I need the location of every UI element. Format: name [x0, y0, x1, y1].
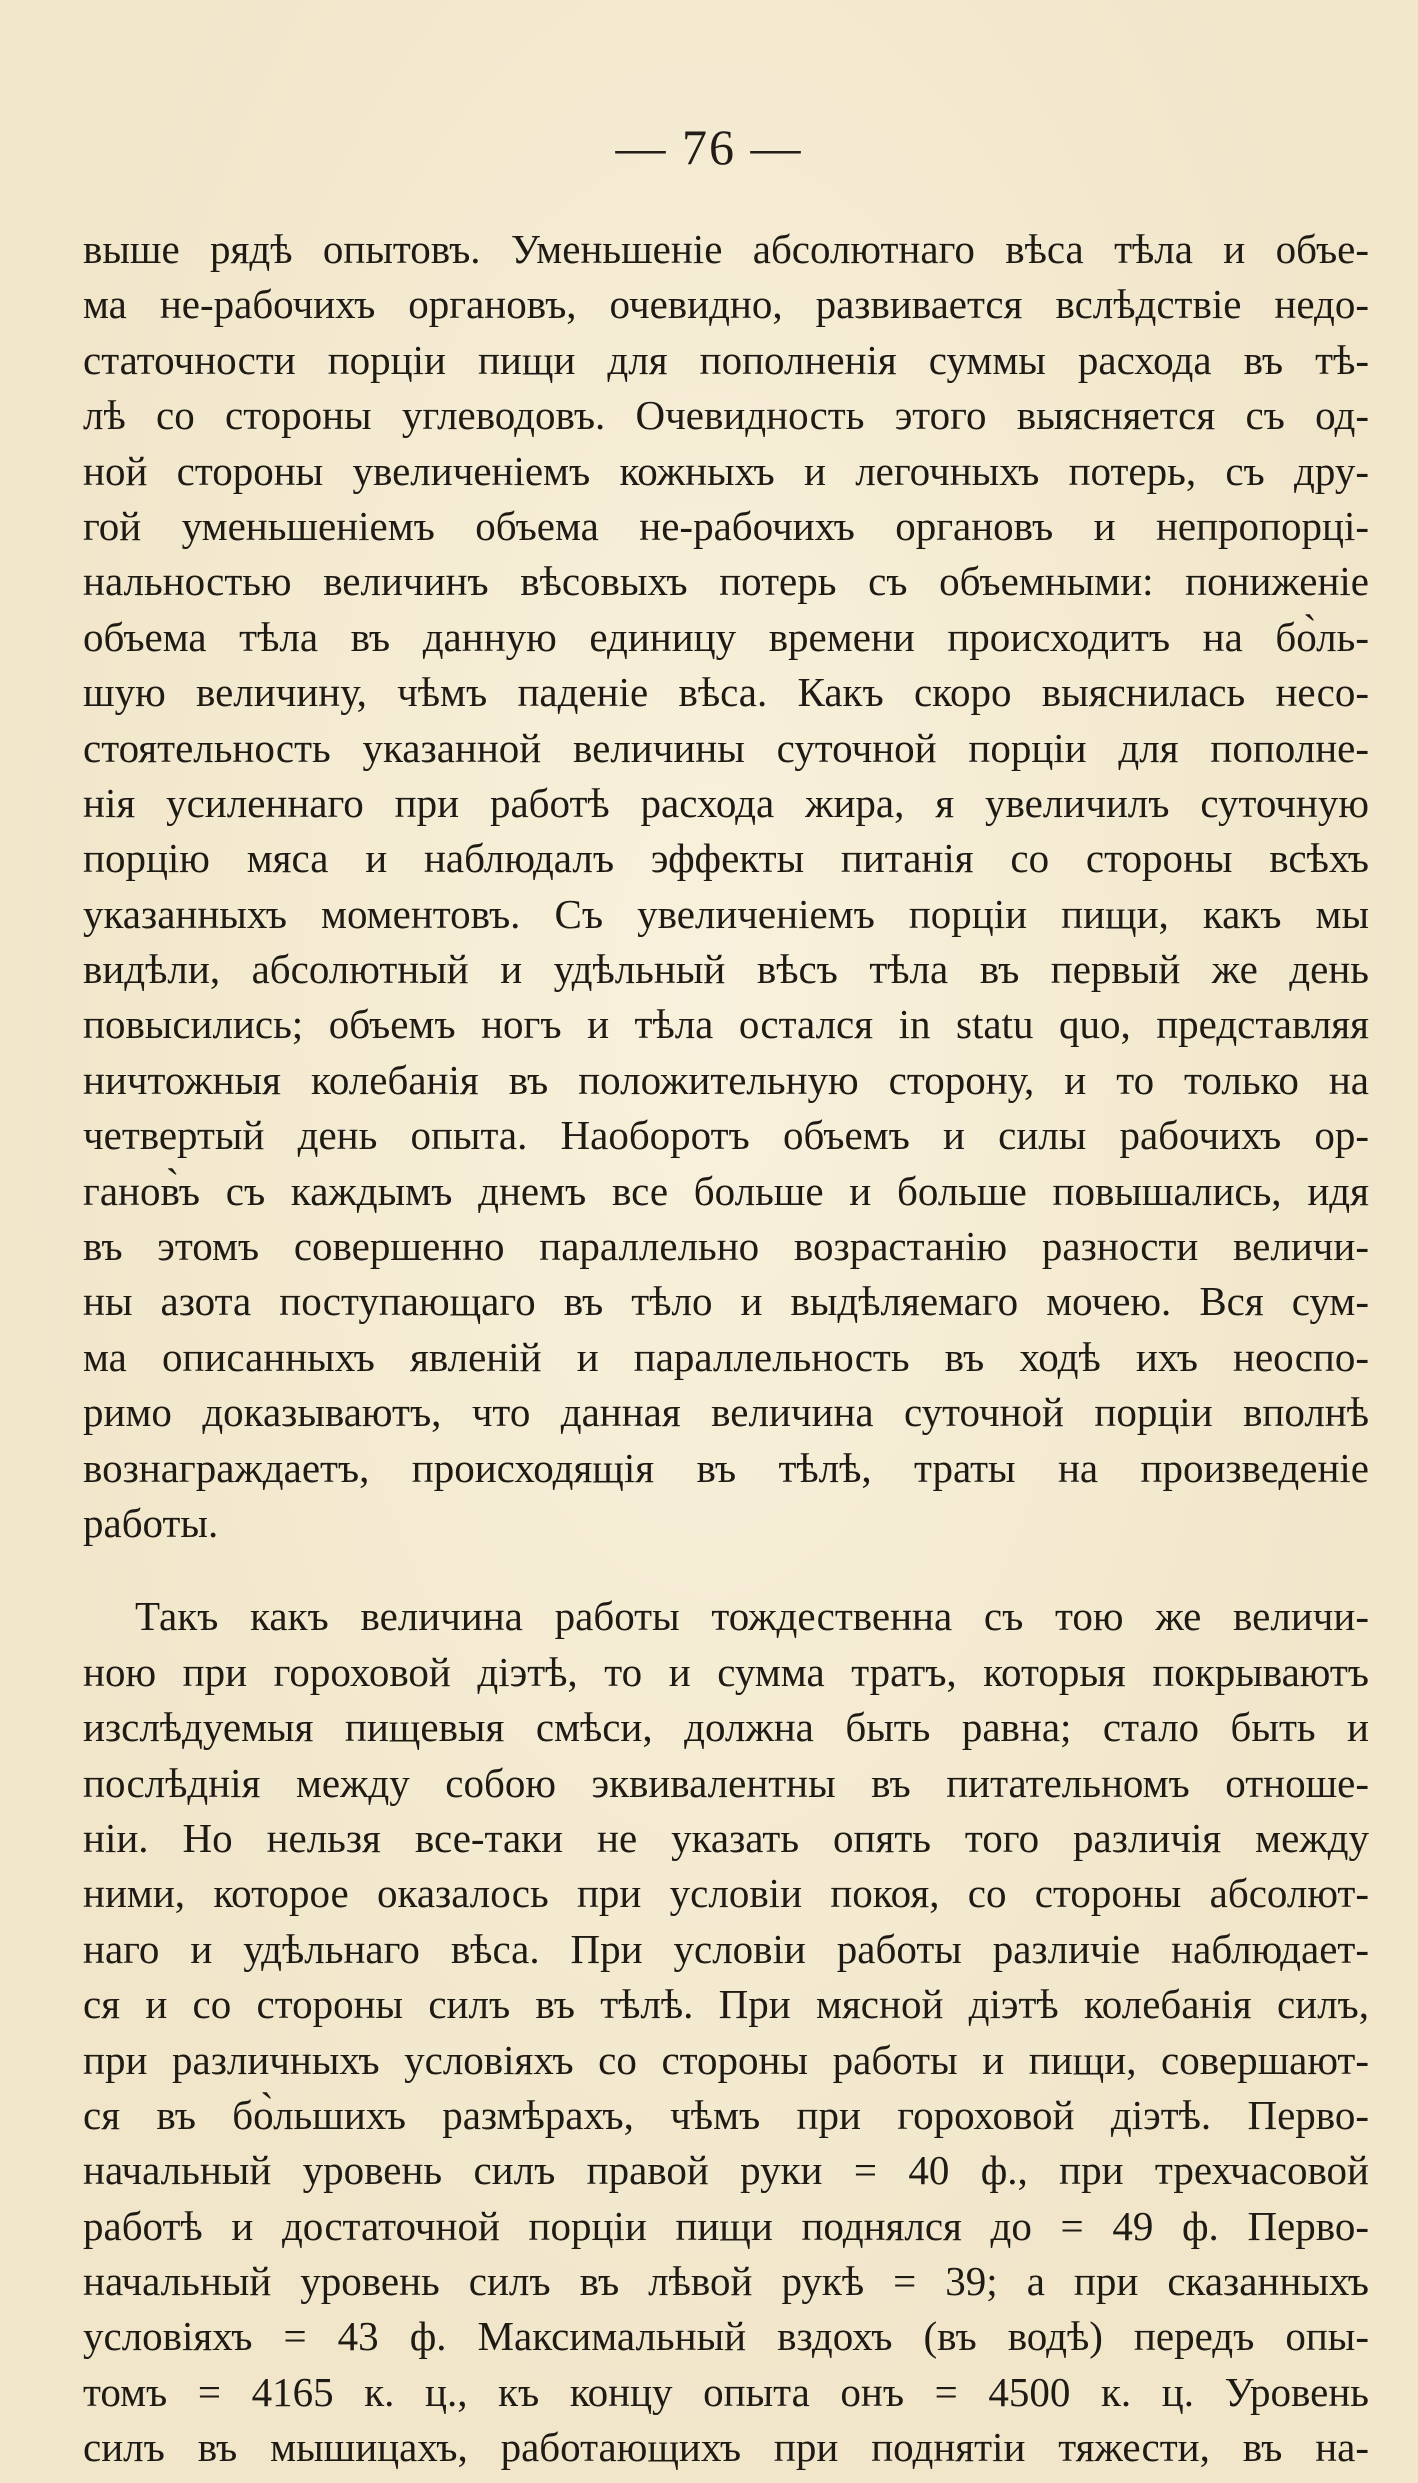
text-line: выше рядѣ опытовъ. Уменьшеніе абсолютнаго вѣса тѣла и объе- [83, 226, 1369, 272]
text-line: изслѣдуемыя пищевыя смѣси, должна быть равна; стало быть и [83, 1704, 1369, 1751]
text-line: порцію мяса и наблюдалъ эффекты питанія со стороны всѣхъ [83, 835, 1369, 882]
text-line: ны азота поступающаго въ тѣло и выдѣляемаго мочею. Вся сум- [83, 1278, 1369, 1325]
paragraph-1 [83, 222, 1369, 1551]
text-line: наго и удѣльнаго вѣса. При условіи работы различіе наблюдает- [83, 1925, 1369, 1972]
page-number: — 76 — [615, 119, 803, 175]
text-line: послѣднія между собою эквивалентны въ питательномъ отноше- [83, 1759, 1369, 1806]
text-line: статочности порціи пищи для пополненія суммы расхода въ тѣ- [83, 336, 1369, 383]
text-line: вознаграждаетъ, происходящія въ тѣлѣ, траты на произведеніе [83, 1444, 1369, 1491]
text-line: въ этомъ совершенно параллельно возрастанію разности величи- [83, 1223, 1369, 1270]
body-text [83, 222, 1369, 2476]
text-line: ма не-рабочихъ органовъ, очевидно, развивается вслѣдствіе недо- [83, 281, 1369, 328]
text-line: ся и со стороны силъ въ тѣлѣ. При мясной діэтѣ колебанія силъ, [83, 1981, 1369, 2028]
text-line: силъ въ мышицахъ, работающихъ при поднятіи тяжести, въ на- [83, 2424, 1369, 2471]
text-line: начальный уровень силъ правой руки = 40 ф., при трехчасовой [83, 2147, 1369, 2194]
text-line: ничтожныя колебанія въ положительную сторону, и то только на [83, 1056, 1369, 1103]
text-line: ною при гороховой діэтѣ, то и сумма тратъ, которыя покрываютъ [83, 1648, 1369, 1695]
text-line: ма описанныхъ явленій и параллельность въ ходѣ ихъ неоспо- [83, 1333, 1369, 1380]
text-line: нальностью величинъ вѣсовыхъ потерь съ объемными: пониженіе [83, 558, 1369, 605]
text-line: Такъ какъ величина работы тождественна съ тою же величи- [135, 1593, 1369, 1640]
text-line: начальный уровень силъ въ лѣвой рукѣ = 39; а при сказанныхъ [83, 2258, 1369, 2305]
text-line: ной стороны увеличеніемъ кожныхъ и легочныхъ потерь, съ дру- [83, 447, 1369, 494]
text-line: римо доказываютъ, что данная величина суточной порціи вполнѣ [83, 1389, 1369, 1436]
paragraph-2 [83, 1589, 1369, 2475]
text-line: гой уменьшеніемъ объема не-рабочихъ органовъ и непропорці- [83, 502, 1369, 549]
text-line: работы. [83, 1499, 219, 1546]
text-line: ніи. Но нельзя все-таки не указать опять того различія между [83, 1814, 1369, 1861]
text-line: условіяхъ = 43 ф. Максимальный вздохъ (въ водѣ) передъ опы- [83, 2313, 1369, 2360]
text-line: томъ = 4165 к. ц., къ концу опыта онъ = 4500 к. ц. Уровень [83, 2368, 1369, 2415]
text-line: ганов̀ъ съ каждымъ днемъ все больше и больше повышались, идя [83, 1167, 1369, 1214]
text-line: повысились; объемъ ногъ и тѣла остался in statu quo, представляя [83, 1001, 1369, 1048]
text-line: ними, которое оказалось при условіи покоя, со стороны абсолют- [83, 1870, 1369, 1917]
text-line: лѣ со стороны углеводовъ. Очевидность этого выясняется съ од- [83, 392, 1369, 439]
text-line: нія усиленнаго при работѣ расхода жира, я увеличилъ суточную [83, 779, 1369, 826]
text-line: объема тѣла въ данную единицу времени происходитъ на бо̀ль- [83, 613, 1369, 660]
text-line: шую величину, чѣмъ паденіе вѣса. Какъ скоро выяснилась несо- [83, 669, 1369, 716]
text-line: видѣли, абсолютный и удѣльный вѣсъ тѣла въ первый же день [83, 946, 1369, 993]
text-line: стоятельность указанной величины суточной порціи для пополне- [83, 724, 1369, 771]
text-line: при различныхъ условіяхъ со стороны работы и пищи, совершают- [83, 2036, 1369, 2083]
text-line: указанныхъ моментовъ. Съ увеличеніемъ порціи пищи, какъ мы [83, 890, 1369, 937]
text-line: четвертый день опыта. Наоборотъ объемъ и силы рабочихъ ор- [83, 1112, 1369, 1159]
text-line: работѣ и достаточной порціи пищи поднялся до = 49 ф. Перво- [83, 2202, 1369, 2249]
text-line: ся въ бо̀льшихъ размѣрахъ, чѣмъ при гороховой діэтѣ. Перво- [83, 2091, 1369, 2138]
